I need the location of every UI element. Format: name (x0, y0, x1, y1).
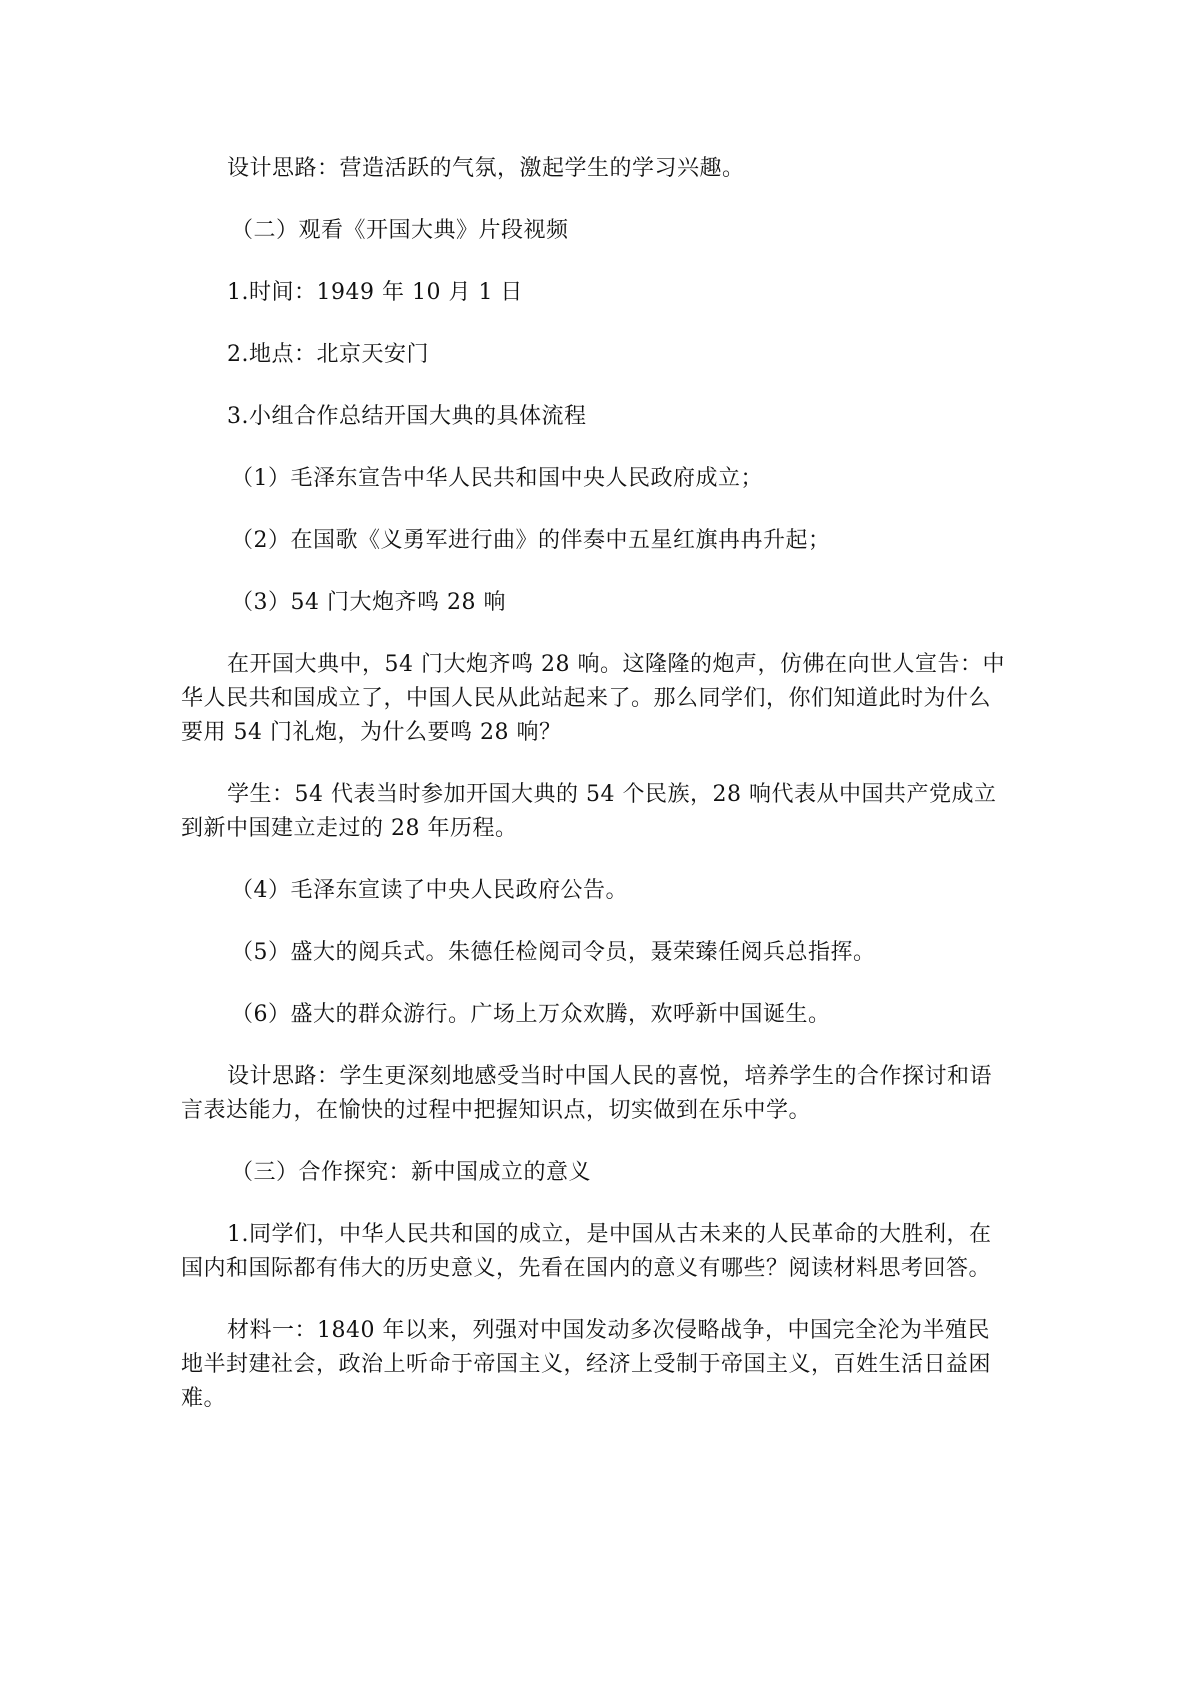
paragraph-material-1: 材料一：1840 年以来，列强对中国发动多次侵略战争，中国完全沦为半殖民地半封建社会，政治上听命于帝国主义，经济上受制于帝国主义，百姓生活日益困难。 (181, 1318, 992, 1411)
list-item-process: 3.小组合作总结开国大典的具体流程 (227, 404, 587, 429)
section-heading-3: （三）合作探究：新中国成立的意义 (231, 1160, 592, 1185)
list-item-step-4: （4）毛泽东宣读了中央人民政府公告。 (231, 878, 628, 903)
document-body (181, 152, 1011, 1444)
list-item-step-6: （6）盛大的群众游行。广场上万众欢腾，欢呼新中国诞生。 (231, 1002, 831, 1027)
list-item-time: 1.时间：1949 年 10 月 1 日 (227, 280, 523, 305)
list-item-step-1: （1）毛泽东宣告中华人民共和国中央人民政府成立； (231, 466, 763, 491)
paragraph-design-idea-2: 设计思路：学生更深刻地感受当时中国人民的喜悦，培养学生的合作探讨和语言表达能力，在愉快的过程中把握知识点，切实做到在乐中学。 (181, 1064, 993, 1123)
paragraph-student-answer: 学生：54 代表当时参加开国大典的 54 个民族，28 响代表从中国共产党成立到新中国建立走过的 28 年历程。 (181, 782, 997, 841)
paragraph-significance-question: 1.同学们，中华人民共和国的成立，是中国从古未来的人民革命的大胜利，在国内和国际都有伟大的历史意义，先看在国内的意义有哪些？阅读材料思考回答。 (181, 1222, 992, 1281)
list-item-place: 2.地点：北京天安门 (227, 342, 429, 367)
paragraph-salute-question: 在开国大典中，54 门大炮齐鸣 28 响。这隆隆的炮声，仿佛在向世人宣告：中华人民共和国成立了，中国人民从此站起来了。那么同学们，你们知道此时为什么要用 54 门礼炮，为什么要鸣 28 响？ (181, 652, 1005, 745)
list-item-step-3: （3）54 门大炮齐鸣 28 响 (231, 590, 506, 615)
list-item-step-2: （2）在国歌《义勇军进行曲》的伴奏中五星红旗冉冉升起； (231, 528, 831, 553)
paragraph-design-idea-1: 设计思路：营造活跃的气氛，激起学生的学习兴趣。 (227, 156, 745, 181)
section-heading-2: （二）观看《开国大典》片段视频 (231, 218, 569, 243)
list-item-step-5: （5）盛大的阅兵式。朱德任检阅司令员，聂荣臻任阅兵总指挥。 (231, 940, 876, 965)
